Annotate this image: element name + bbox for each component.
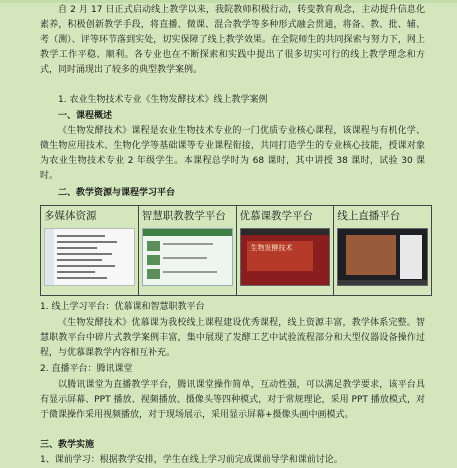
- case-title: 1. 农业生物技术专业《生物发酵技术》线上教学案例: [58, 95, 268, 105]
- course-banner-text: 生物发酵技术: [250, 244, 293, 252]
- platform-2-body: 以腾讯课堂为直播教学平台，腾讯课堂操作简单，互动性强，可以满足教学要求，该平台具有显示屏幕、PPT 播放、视频播放、摄像头等四种模式，对于常规理论，采用 PPT 播放模式，对于微课操作采用视频播放，对于现场展示，采用显示屏幕+摄像头画中画模式。: [40, 380, 425, 420]
- smart-vocational-platform-screenshot: [142, 228, 233, 286]
- pre-class-line: 1、课前学习：根据教学安排，学生在线上学习前完成课前导学和课前讨论。: [40, 455, 343, 465]
- section-2-title: 二、教学资源与课程学习平台: [58, 188, 176, 198]
- platform-table: [40, 205, 432, 296]
- multimedia-resources-screenshot: [44, 228, 135, 286]
- platform-1-body: 《生物发酵技术》优慕课为我校线上课程建设优秀课程，线上资源丰富，教学体系完整。智慧职教平台中碎片式教学案例丰富，集中展现了发酵工艺中试验流程部分和大型仪器设备操作过程，与优慕课教学内容相互补充。: [40, 318, 425, 358]
- live-streaming-platform-screenshot: [337, 228, 428, 286]
- platform-label: 多媒体资源: [44, 210, 97, 222]
- platform-label: 优慕课教学平台: [239, 210, 313, 222]
- platform-cell: [138, 206, 236, 296]
- platform-2-title: 2. 直播平台：腾讯课堂: [40, 364, 133, 374]
- platform-1-title: 1. 线上学习平台：优慕课和智慧职教平台: [40, 302, 205, 312]
- platform-cell: [41, 206, 139, 296]
- section-3-title: 三、教学实施: [40, 440, 95, 450]
- umooc-platform-screenshot: [240, 228, 331, 286]
- platform-label: 智慧职教教学平台: [141, 210, 226, 222]
- intro-paragraph: 自 2 月 17 日正式启动线上教学以来，我院教师积极行动，转变教育观念，主动提升信息化素养，积极创新教学手段，将直播、微课、混合教学等多种形式融会贯通，将备、教、批、辅、考（测）、评等环节落到实处，切实保障了线上教学效果。在全院师生的共同探索与努力下，网上教学工作平稳、顺利。各专业也在不断探索和实践中提出了很多切实可行的线上教学理念和方式，同时涌现出了较多的典型教学案例。: [40, 5, 425, 75]
- platform-label: 线上直播平台: [337, 210, 401, 222]
- section-1-title: 一、课程概述: [58, 111, 113, 121]
- section-1-body: 《生物发酵技术》课程是农业生物技术专业的一门优质专业核心课程，该课程与有机化学、微生物应用技术、生物化学等基础课等专业课程衔接，共同打造学生的专业核心技能，授课对象为农业生物技术专业 2 年级学生。本课程总学时为 68 课时，其中讲授 38 课时，试验 30 课时。: [40, 126, 425, 181]
- platform-cell: [334, 206, 432, 296]
- platform-cell: [236, 206, 334, 296]
